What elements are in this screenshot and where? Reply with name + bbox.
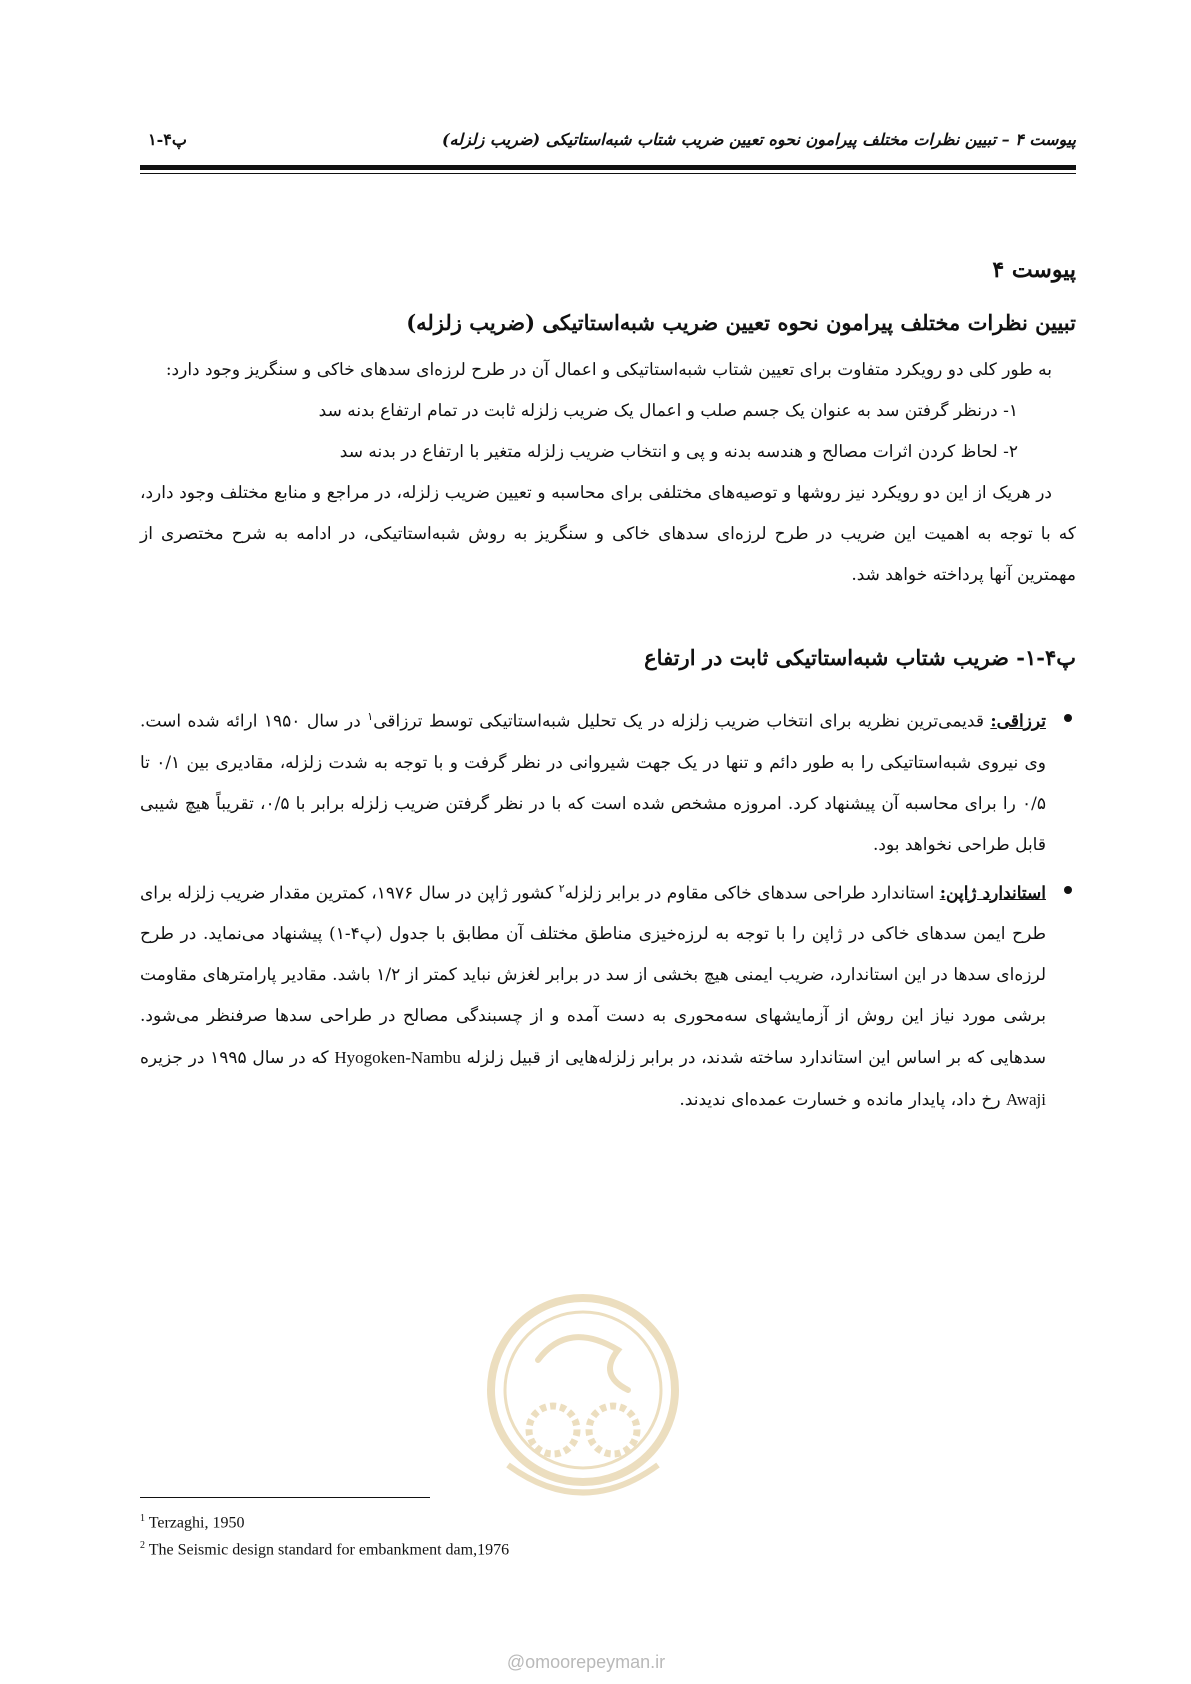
header-rule-thick bbox=[140, 165, 1076, 170]
footnote-number: 2 bbox=[140, 1540, 145, 1552]
bullet-term: استاندارد ژاپن: bbox=[939, 883, 1046, 904]
bullet-item-terzaghi bbox=[140, 696, 1076, 866]
header-rule-thin bbox=[140, 173, 1076, 174]
bullet-icon bbox=[1064, 714, 1072, 722]
bullet-text: قدیمی‌ترین نظریه برای انتخاب ضریب زلزله در یک تحلیل شبه‌استاتیکی توسط ترزاقی bbox=[373, 711, 991, 732]
footnote-item bbox=[140, 1534, 840, 1561]
main-heading: تبیین نظرات مختلف پیرامون نحوه تعیین ضریب شبه‌استاتیکی (ضریب زلزله) bbox=[406, 310, 1076, 335]
bullet-text: که در سال ۱۹۹۵ در جزیره bbox=[140, 1048, 335, 1069]
footnote-number: 1 bbox=[140, 1513, 145, 1524]
latin-term: Hyogoken-Nambu bbox=[334, 1048, 461, 1068]
latin-term: Awaji bbox=[1006, 1090, 1046, 1110]
intro-paragraph: به طور کلی دو رویکرد متفاوت برای تعیین شتاب شبه‌استاتیکی و اعمال آن در طرح لرزه‌ای سدهای خاکی و سنگریز وجود دارد: bbox=[165, 360, 1052, 380]
footnotes bbox=[140, 1507, 840, 1562]
list-item: ۲- لحاظ کردن اثرات مصالح و هندسه بدنه و پی و انتخاب ضریب زلزله متغیر با ارتفاع در بدنه سد bbox=[339, 442, 1018, 462]
bullet-icon bbox=[1064, 886, 1072, 894]
appendix-heading: پیوست ۴ bbox=[992, 257, 1076, 283]
footnote-ref[interactable]: ۱ bbox=[367, 710, 374, 723]
running-header bbox=[140, 130, 1076, 160]
footnote-text: The Seismic design standard for embankment dam,1976 bbox=[145, 1541, 510, 1559]
header-title: پیوست ۴ – تبیین نظرات مختلف پیرامون نحوه تعیین ضریب شتاب شبه‌استاتیکی (ضریب زلزله) bbox=[441, 130, 1076, 149]
footnote-item bbox=[140, 1507, 840, 1534]
bullet-text: استاندارد طراحی سدهای خاکی مقاوم در برابر زلزله bbox=[564, 883, 940, 904]
main-content bbox=[140, 250, 1076, 1123]
paragraph: در هریک از این دو رویکرد نیز روشها و توصیه‌های مختلفی برای محاسبه و تعیین ضریب زلزله، در مراجع و منابع مختلف وجود دارد، که با توجه به اهمیت این ضریب در طرح لرزه‌ای سدهای خاکی و سنگریز به روش شبه‌استاتیکی، در ادامه به شرح مختصری از مهمترین آنها پرداخته خواهد شد. bbox=[140, 483, 1076, 585]
header-page-number: پ۴-۱ bbox=[148, 130, 187, 149]
bullet-item-japan-standard bbox=[140, 868, 1076, 1122]
bullet-text: کشور ژاپن در سال ۱۹۷۶، کمترین مقدار ضریب زلزله برای طرح ایمن سدهای خاکی در ژاپن را با توجه به لرزه‌خیزی مناطق مختلف آن مطابق با جدول (پ۴-۱) پیشنهاد می‌نماید. در طرح لرزه‌ای سدها در این استاندارد، ضریب ایمنی هیچ بخشی از سد در برابر لغزش نباید کمتر از ۱/۲ باشد. مقادیر پارامترهای مقاومت برشی مورد نیاز این روش از آزمایشهای سه‌محوری به دست آمده و از چسبندگی مصالح در طراحی سدها صرفنظر می‌شود. سدهایی که بر اساس این استاندارد ساخته شدند، در برابر زلزله‌هایی از قبیل زلزله bbox=[140, 883, 1047, 1069]
watermark-seal-icon bbox=[478, 1280, 688, 1530]
watermark-logo bbox=[478, 1280, 688, 1530]
bullet-text: رخ داد، پایدار مانده و خسارت عمده‌ای ندیدند. bbox=[679, 1090, 1006, 1111]
section-heading: پ۴-۱- ضریب شتاب شبه‌استاتیکی ثابت در ارتفاع bbox=[644, 645, 1076, 670]
footnote-divider bbox=[140, 1497, 430, 1498]
bullet-list bbox=[140, 696, 1076, 1121]
list-item: ۱- درنظر گرفتن سد به عنوان یک جسم صلب و اعمال یک ضریب زلزله ثابت در تمام ارتفاع بدنه سد bbox=[318, 401, 1018, 421]
watermark-site: @omoorepeyman.ir bbox=[506, 1652, 666, 1672]
bullet-term: ترزاقی: bbox=[990, 711, 1046, 732]
footnote-text: Terzaghi, 1950 bbox=[145, 1514, 245, 1532]
footnote-ref[interactable]: ۲ bbox=[558, 881, 565, 895]
bullet-text: در سال ۱۹۵۰ ارائه شده است. وی نیروی شبه‌استاتیکی را به طور دائم و تنها در یک جهت شیروانی در نظر گرفت و با توجه به شدت زلزله، مقادیری بین ۰/۱ تا ۰/۵ را برای محاسبه آن پیشنهاد کرد. امروزه مشخص شده است که با در نظر گرفتن ضریب زلزله برابر با ۰/۵، تقریباً هیچ شیبی قابل طراحی نخواهد بود. bbox=[140, 711, 1046, 855]
